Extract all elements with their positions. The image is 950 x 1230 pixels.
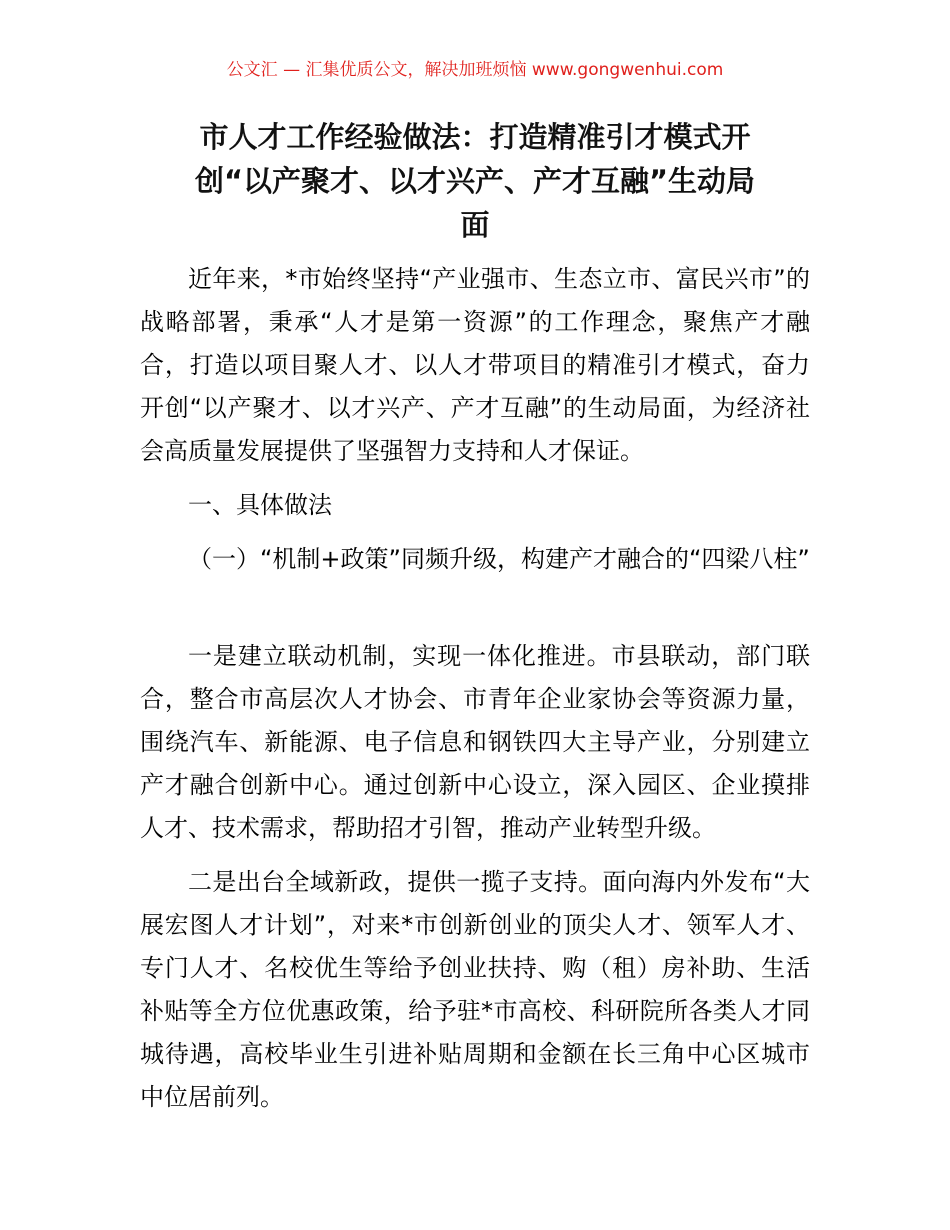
paragraph-two: 二是出台全域新政，提供一揽子支持。面向海内外发布“大展宏图人才计划”，对来*市创新创业的顶尖人才、领军人才、专门人才、名校优生等给予创业扶持、购（租）房补助、生活补贴等全方位优惠政策，给予驻*市高校、科研院所各类人才同城待遇，高校毕业生引进补贴周期和金额在长三角中心区城市中位居前列。	[140, 868, 810, 1111]
section-1-heading-block	[140, 484, 810, 527]
paragraph-one-block	[140, 635, 810, 850]
paragraph-two-block	[140, 861, 810, 1119]
document-title	[140, 115, 810, 247]
subsection-1-heading: （一）“机制+政策”同频升级，构建产才融合的“四梁八柱”	[188, 545, 810, 573]
section-1-heading: 一、具体做法	[188, 491, 332, 519]
title-line-3: 面	[460, 208, 490, 242]
title-line-1: 市人才工作经验做法：打造精准引才模式开	[199, 120, 751, 154]
title-line-2: 创“以产聚才、以才兴产、产才互融”生动局	[194, 164, 756, 198]
site-header-banner: 公文汇 — 汇集优质公文，解决加班烦恼 www.gongwenhui.com	[226, 60, 724, 80]
paragraph-one: 一是建立联动机制，实现一体化推进。市县联动，部门联合，整合市高层次人才协会、市青年企业家协会等资源力量，围绕汽车、新能源、电子信息和钢铁四大主导产业，分别建立产才融合创新中心。通过创新中心设立，深入园区、企业摸排人才、技术需求，帮助招才引智，推动产业转型升级。	[140, 642, 810, 842]
intro-paragraph-block	[140, 258, 810, 473]
subsection-1-heading-block	[140, 538, 810, 581]
intro-paragraph: 近年来，*市始终坚持“产业强市、生态立市、富民兴市”的战略部署，秉承“人才是第一资源”的工作理念，聚焦产才融合，打造以项目聚人才、以人才带项目的精准引才模式，奋力开创“以产聚才、以才兴产、产才互融”的生动局面，为经济社会高质量发展提供了坚强智力支持和人才保证。	[140, 265, 810, 465]
